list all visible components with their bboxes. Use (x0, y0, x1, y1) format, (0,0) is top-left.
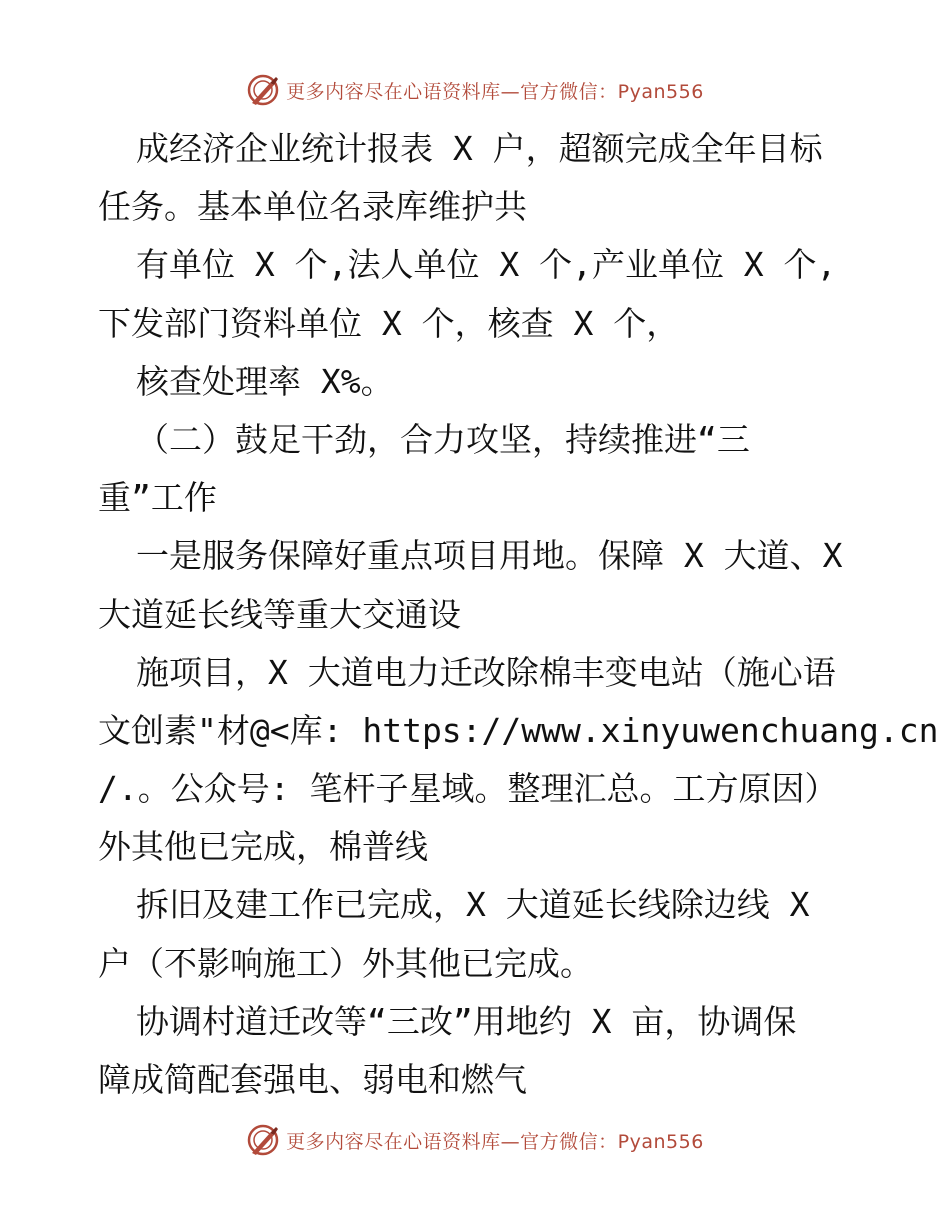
text-line: 有单位 X 个,法人单位 X 个,产业单位 X 个, (136, 245, 837, 285)
text-line: 外其他已完成，棉普线 (98, 827, 428, 867)
section-heading-cont: 重”工作 (98, 478, 217, 518)
text-line: 拆旧及建工作已完成，X 大道延长线除边线 X (136, 885, 810, 925)
text-line: 下发部门资料单位 X 个，核查 X 个， (98, 303, 680, 343)
header-banner-text: 更多内容尽在心语资料库—官方微信：Pyan556 (286, 80, 704, 103)
text-line: 协调村道迁改等“三改”用地约 X 亩，协调保 (136, 1001, 797, 1041)
header-banner (0, 70, 950, 110)
footer-banner-text: 更多内容尽在心语资料库—官方微信：Pyan556 (286, 1130, 704, 1153)
text-line: 核查处理率 X%。 (136, 361, 394, 401)
text-line: /.。公众号: 笔杆子星域。整理汇总。工方原因） (98, 769, 838, 809)
text-line: 障成简配套强电、弱电和燃气 (98, 1060, 527, 1099)
body-text (98, 120, 939, 1109)
pen-seal-logo-icon (246, 1123, 280, 1157)
text-line: 一是服务保障好重点项目用地。保障 X 大道、X (136, 536, 843, 576)
text-line: 大道延长线等重大交通设 (98, 594, 461, 634)
pen-seal-logo-icon (246, 73, 280, 107)
text-line: 成经济企业统计报表 X 户，超额完成全年目标 (136, 129, 823, 168)
text-line: 文创素"材@<库: https://www.xinyuwenchuang.cn (98, 710, 939, 750)
text-line: 任务。基本单位名录库维护共 (98, 187, 527, 227)
text-line: 户（不影响施工）外其他已完成。 (98, 943, 593, 983)
text-line: 施项目，X 大道电力迁改除棉丰变电站（施心语 (136, 652, 836, 692)
footer-banner (0, 1120, 950, 1160)
section-heading: （二）鼓足干劲，合力攻坚，持续推进“三 (136, 419, 750, 459)
